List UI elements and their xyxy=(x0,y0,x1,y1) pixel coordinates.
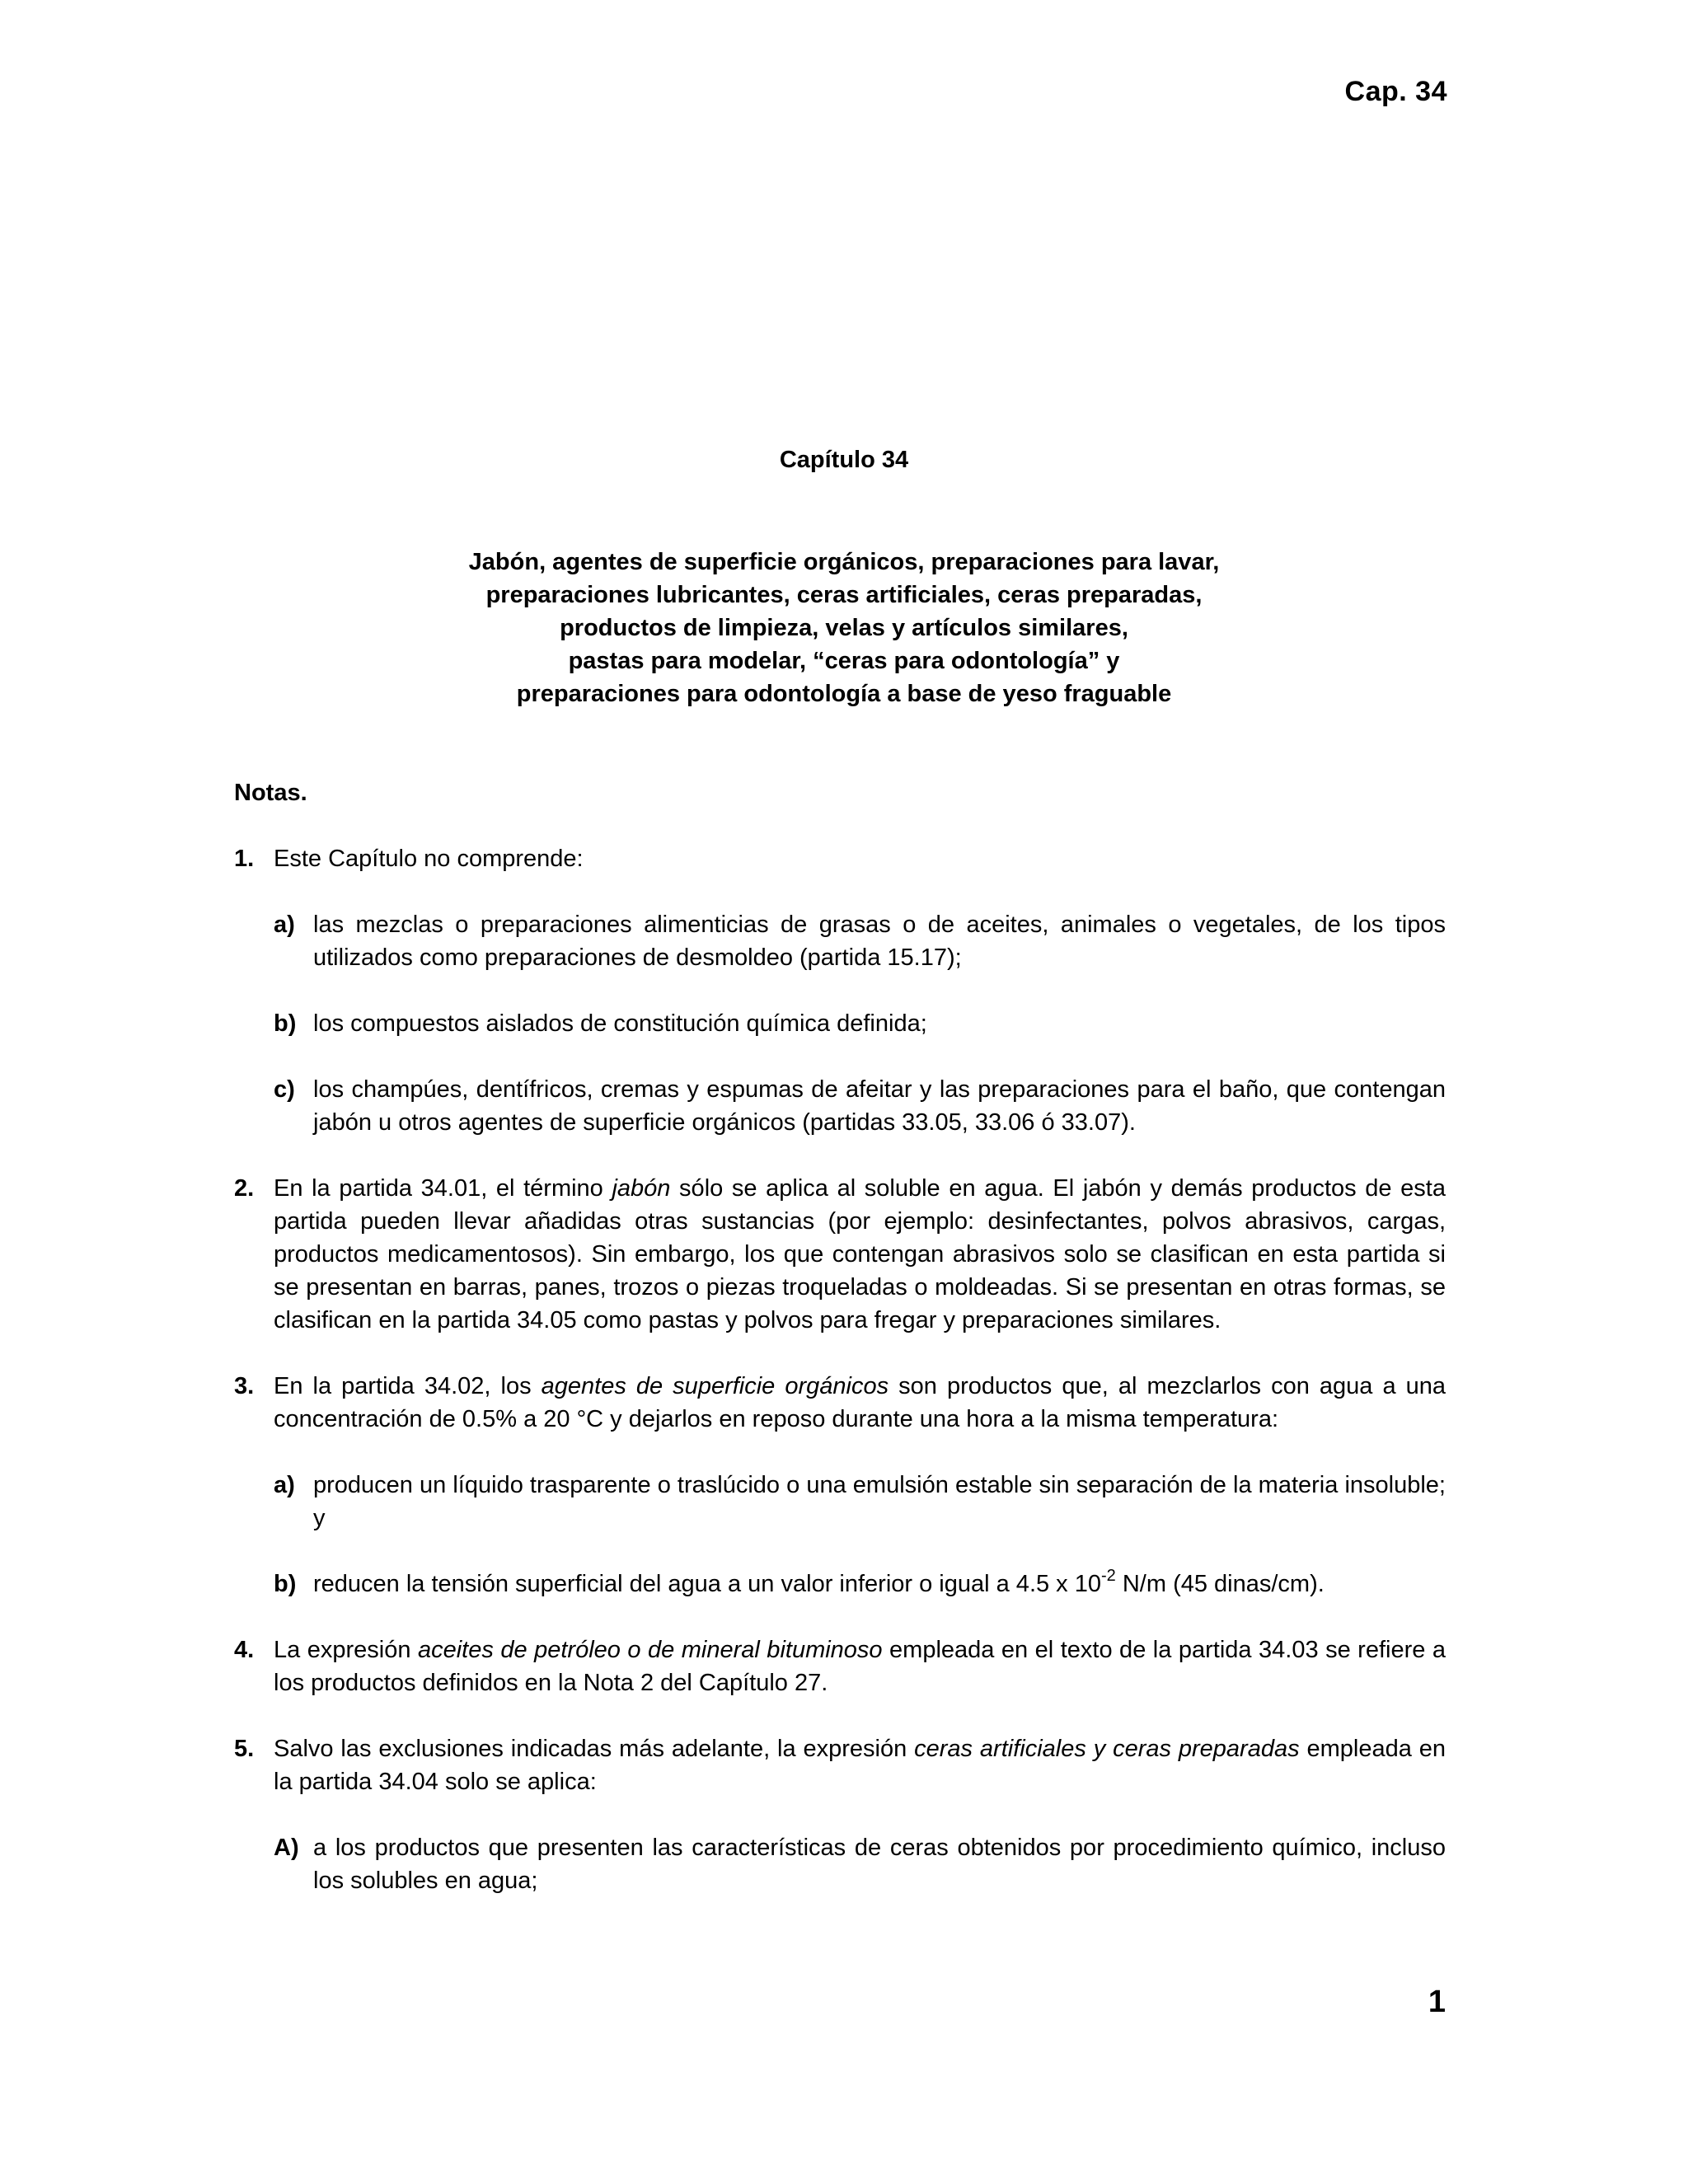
note-number: 3. xyxy=(234,1373,255,1399)
subtitle-line: Jabón, agentes de superficie orgánicos, preparaciones para lavar, xyxy=(468,549,1220,575)
note-text-pre: La expresión xyxy=(274,1637,418,1663)
item-text: los compuestos aislados de constitución química definida; xyxy=(313,1010,927,1037)
note-1-item-a xyxy=(234,908,1446,974)
chapter-subtitle xyxy=(0,546,1688,710)
item-label: a) xyxy=(274,1472,295,1498)
chapter-header-label: Cap. 34 xyxy=(1344,76,1447,107)
note-3-item-a xyxy=(234,1469,1446,1535)
note-term: jabón xyxy=(612,1175,671,1202)
item-label: a) xyxy=(274,912,295,938)
item-text-pre: reducen la tensión superficial del agua a un valor inferior o igual a 4.5 x 10 xyxy=(313,1571,1101,1597)
item-text: a los productos que presenten las características de ceras obtenidos por procedimiento químico, incluso los solubles en agua; xyxy=(313,1835,1446,1894)
note-1 xyxy=(234,842,1446,875)
item-label: b) xyxy=(274,1571,297,1597)
note-number: 2. xyxy=(234,1175,255,1202)
note-3-item-b xyxy=(234,1568,1446,1601)
item-label: c) xyxy=(274,1076,295,1103)
note-text: Este Capítulo no comprende: xyxy=(274,846,584,872)
note-text-pre: Salvo las exclusiones indicadas más adelante, la expresión xyxy=(274,1736,915,1762)
subtitle-line: productos de limpieza, velas y artículos similares, xyxy=(560,615,1128,641)
item-label: A) xyxy=(274,1835,299,1861)
note-term: ceras artificiales y ceras preparadas xyxy=(914,1736,1300,1762)
note-number: 5. xyxy=(234,1736,255,1762)
note-5 xyxy=(234,1732,1446,1798)
note-2 xyxy=(234,1172,1446,1337)
note-term: agentes de superficie orgánicos xyxy=(541,1373,889,1399)
note-4 xyxy=(234,1633,1446,1699)
note-text-pre: En la partida 34.01, el término xyxy=(274,1175,612,1202)
item-text: producen un líquido trasparente o traslúcido o una emulsión estable sin separación de la materia insoluble; y xyxy=(313,1472,1446,1531)
page-number: 1 xyxy=(1428,1985,1446,2019)
note-text-post: sólo se aplica al soluble en agua. El jabón y demás productos de esta partida pueden llevar añadidas otras sustancias (por ejemplo: desinfectantes, polvos abrasivos, cargas, productos medicamentosos). Sin embargo, los que contengan abrasivos solo se clasifican en esta partida si se presentan en barras, panes, trozos o piezas troqueladas o moldeadas. Si se presentan en otras formas, se clasifican en la partida 34.05 como pastas y polvos para fregar y preparaciones similares. xyxy=(274,1175,1446,1333)
note-5-item-A xyxy=(234,1831,1446,1897)
note-term: aceites de petróleo o de mineral bituminoso xyxy=(417,1637,883,1663)
note-number: 1. xyxy=(234,846,255,872)
notes-heading: Notas. xyxy=(234,780,307,806)
exponent: -2 xyxy=(1101,1567,1116,1586)
item-text: las mezclas o preparaciones alimenticias de grasas o de aceites, animales o vegetales, de los tipos utilizados como preparaciones de desmoldeo (partida 15.17); xyxy=(313,912,1446,971)
item-label: b) xyxy=(274,1010,297,1037)
note-text-post: empleada en el texto de la partida 34.03 se refiere a los productos definidos en la Nota 2 del Capítulo 27. xyxy=(274,1637,1447,1696)
subtitle-line: preparaciones para odontología a base de yeso fraguable xyxy=(516,681,1172,707)
notes-list xyxy=(234,842,1446,1930)
item-text: los champúes, dentífricos, cremas y espumas de afeitar y las preparaciones para el baño, que contengan jabón u otros agentes de superficie orgánicos (partidas 33.05, 33.06 ó 33.07). xyxy=(313,1076,1446,1136)
note-1-item-c xyxy=(234,1073,1446,1139)
note-text-pre: En la partida 34.02, los xyxy=(274,1373,542,1399)
item-text-post: N/m (45 dinas/cm). xyxy=(1115,1571,1325,1597)
note-1-item-b xyxy=(234,1007,1446,1040)
subtitle-line: pastas para modelar, “ceras para odontología” y xyxy=(568,648,1120,674)
subtitle-line: preparaciones lubricantes, ceras artificiales, ceras preparadas, xyxy=(485,582,1203,608)
note-text-post: son productos que, al mezclarlos con agua a una concentración de 0.5% a 20 °C y dejarlos en reposo durante una hora a la misma temperatura: xyxy=(274,1373,1446,1432)
note-text-post: empleada en la partida 34.04 solo se aplica: xyxy=(274,1736,1446,1795)
note-3 xyxy=(234,1370,1446,1436)
note-number: 4. xyxy=(234,1637,255,1663)
chapter-title: Capítulo 34 xyxy=(779,447,909,473)
